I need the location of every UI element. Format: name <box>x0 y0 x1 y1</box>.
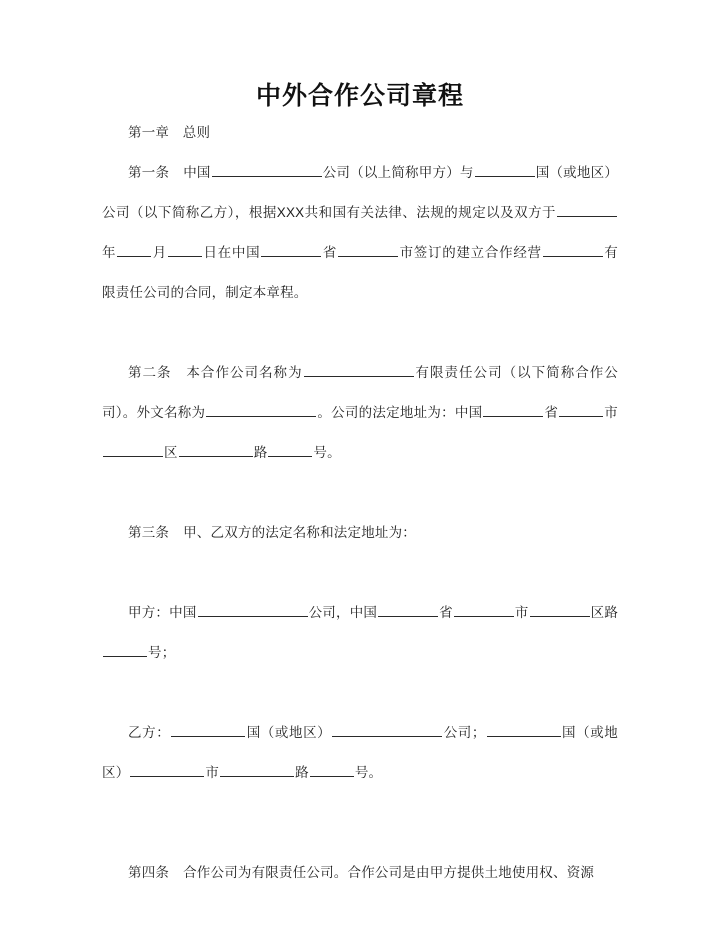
article-4-label: 第四条 <box>128 865 170 880</box>
party-b-text-f: 路 <box>295 765 309 780</box>
blank-province-2[interactable] <box>483 403 543 417</box>
party-b-paragraph <box>102 713 618 793</box>
article-4-paragraph <box>102 853 618 893</box>
article-2-text-f: 区 <box>164 445 178 460</box>
article-2-paragraph <box>102 353 618 473</box>
party-b-text-g: 号。 <box>354 765 383 780</box>
blank-number-2[interactable] <box>268 443 312 457</box>
blank-party-b-company[interactable] <box>332 723 442 737</box>
blank-day[interactable] <box>168 243 202 257</box>
page-title: 中外合作公司章程 <box>255 82 464 110</box>
chapter-heading: 第一章 总则 <box>128 125 211 140</box>
article-4-text: 合作公司为有限责任公司。合作公司是由甲方提供土地使用权、资源 <box>183 865 595 880</box>
party-b-text-e: 市 <box>205 765 220 780</box>
blank-country-b[interactable] <box>475 163 535 177</box>
article-1-text-j: 有限责任公司的合同，制定本章程。 <box>102 245 618 300</box>
party-a-text-d: 市 <box>514 605 529 620</box>
blank-district-2[interactable] <box>103 443 163 457</box>
article-2-text-a: 本合作公司名称为 <box>185 365 303 380</box>
blank-party-a-district[interactable] <box>530 603 590 617</box>
blank-coop-company-name[interactable] <box>304 363 414 377</box>
blank-party-b-country-2[interactable] <box>487 723 561 737</box>
article-2-text-d: 省 <box>544 405 559 420</box>
party-a-label: 甲方：中国 <box>128 605 197 620</box>
document-body <box>0 113 720 893</box>
article-1-text-g: 日在中国 <box>202 245 261 260</box>
blank-party-b-city[interactable] <box>130 763 204 777</box>
party-a-text-e: 区 <box>590 605 605 620</box>
article-3-label: 第三条 <box>128 525 170 540</box>
article-1-text-a: 中国 <box>183 165 211 180</box>
blank-province-1[interactable] <box>261 243 321 257</box>
party-b-text-d: 国（或地区） <box>102 725 618 780</box>
blank-party-a-company[interactable] <box>198 603 308 617</box>
blank-party-a-number[interactable] <box>103 643 147 657</box>
article-2-text-g: 路 <box>253 445 268 460</box>
party-a-text-f: 路 <box>604 605 619 620</box>
paragraph-gap-4 <box>102 673 618 713</box>
blank-party-b-country-1[interactable] <box>171 723 245 737</box>
article-1-text-b: 公司（以上简称甲方）与 <box>322 165 474 180</box>
article-2-label: 第二条 <box>128 365 172 380</box>
blank-joint-venture-name[interactable] <box>543 243 603 257</box>
article-3-text: 甲、乙双方的法定名称和法定地址为： <box>183 525 417 540</box>
article-2-text-h: 号。 <box>313 445 341 460</box>
blank-party-b-number[interactable] <box>310 763 354 777</box>
party-a-text-g: 号； <box>148 645 176 660</box>
article-1-text-d: 公司（以下简称乙方），根据XXX共和国有关法律、法规的规定以及双方于 <box>102 205 556 220</box>
article-1-label: 第一条 <box>128 165 170 180</box>
paragraph-gap-2 <box>102 473 618 513</box>
paragraph-gap-1 <box>102 313 618 353</box>
blank-road-2[interactable] <box>179 443 253 457</box>
blank-sign-year-prefix[interactable] <box>557 203 617 217</box>
party-b-text-c: 公司； <box>443 725 486 740</box>
article-1-text-h: 省 <box>322 245 338 260</box>
party-a-text-c: 省 <box>439 605 453 620</box>
party-a-paragraph <box>102 593 618 673</box>
paragraph-gap-5 <box>102 793 618 833</box>
paragraph-gap-3 <box>102 553 618 593</box>
blank-city-1[interactable] <box>338 243 398 257</box>
article-1-text-i: 市签订的建立合作经营 <box>399 245 542 260</box>
article-1-text-e: 年 <box>102 245 117 260</box>
party-b-label: 乙方： <box>128 725 171 740</box>
article-1-text-f: 月 <box>152 245 167 260</box>
paragraph-gap-5b <box>102 833 618 853</box>
article-2-text-b: 有限责任公司（以下简称合作公司）。外文名称为 <box>102 365 618 420</box>
article-1-text-c: 国（或地区） <box>535 165 619 180</box>
article-2-text-e: 市 <box>604 405 618 420</box>
blank-month[interactable] <box>117 243 151 257</box>
blank-foreign-name[interactable] <box>206 403 316 417</box>
party-a-text-b: 公司，中国 <box>308 605 378 620</box>
blank-party-a-city[interactable] <box>454 603 514 617</box>
blank-company-name-a[interactable] <box>212 163 322 177</box>
blank-city-2[interactable] <box>559 403 603 417</box>
article-2-text-c: 。公司的法定地址为：中国 <box>317 405 483 420</box>
article-1-paragraph <box>102 153 618 313</box>
article-3-paragraph <box>102 513 618 553</box>
blank-party-a-province[interactable] <box>378 603 438 617</box>
party-b-text-b: 国（或地区） <box>246 725 332 740</box>
blank-party-b-road[interactable] <box>220 763 294 777</box>
